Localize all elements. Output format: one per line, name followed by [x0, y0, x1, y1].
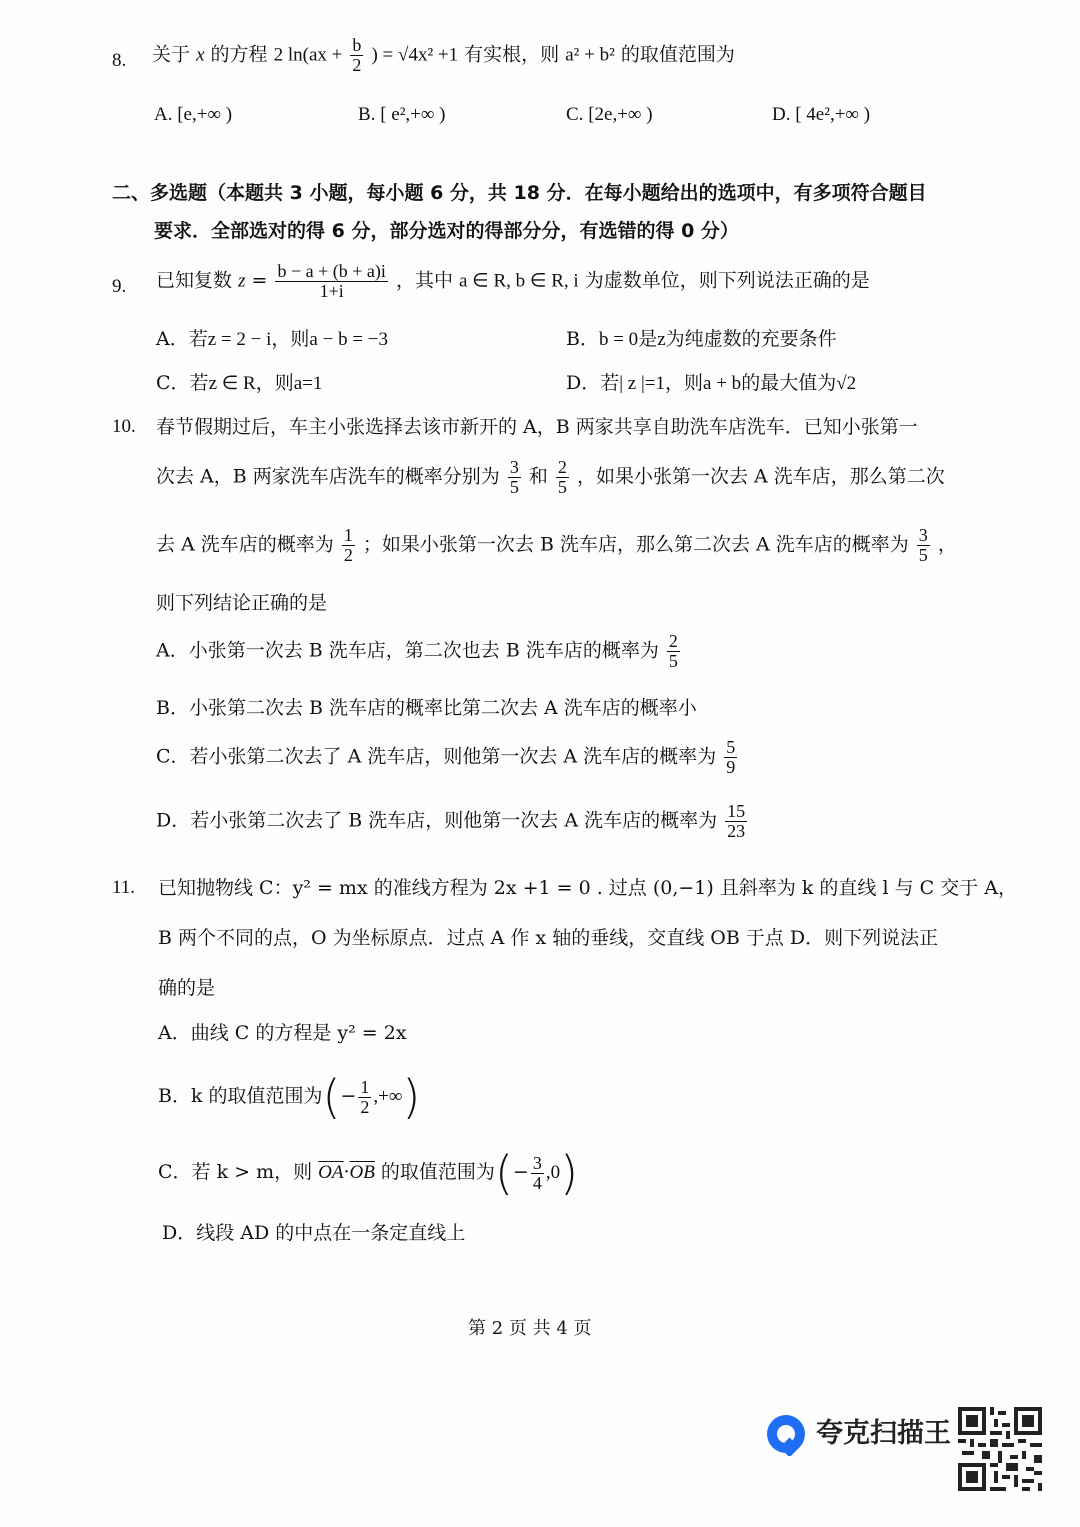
q9-option-c: C．若z ∈ R，则a=1: [156, 372, 323, 394]
q11-option-a: A．曲线 C 的方程是 y² = 2x: [158, 1022, 407, 1044]
q11-option-c-fraction: $\frac{3}{4}$: [532, 1152, 542, 1193]
watermark-brand: 夸克扫描王: [816, 1418, 951, 1449]
q9-option-d: D．若| z |=1，则a + b的最大值为√2: [566, 372, 857, 394]
qr-code-icon: [958, 1407, 1042, 1491]
q10-option-a-fraction: $\frac{2}{5}$: [668, 631, 678, 671]
q9-cond: a ∈ R, b ∈ R, i: [459, 270, 579, 292]
q8-eq-fraction: [350, 36, 363, 75]
q8-option-c: C. [2e,+∞ ): [566, 104, 653, 125]
section2-heading-line1: 二、多选题（本题共 3 小题，每小题 6 分，共 18 分．在每小题给出的选项中，有多项符合题目: [112, 182, 927, 204]
q11-option-b-fraction: $\frac{1}{2}$: [360, 1076, 370, 1117]
q10-option-d: D．若小张第二次去了 B 洗车店，则他第一次去 A 洗车店的概率为 $\frac{15}{23}$: [156, 801, 746, 841]
quark-logo-icon: [764, 1412, 808, 1456]
q11-option-d: D．线段 AD 的中点在一条定直线上: [162, 1222, 466, 1244]
q9-stem: 已知复数 z = $\frac{b - a + (b + a)i}{1+i}$ ，其中 a ∈ R, b ∈ R, i 为虚数单位，则下列说法正确的是: [156, 261, 870, 301]
q8-target-expr: a² + b²: [565, 44, 615, 66]
q9-number: 9.: [112, 276, 127, 297]
q8-eq-frac-den: 2: [352, 54, 362, 75]
q8-stem: 关于 x 的方程 2 ln(ax + $\frac{b}{2}$ ) = √4x² +1 有实根，则 a² + b² 的取值范围为: [152, 35, 735, 75]
q8-option-a: A. [e,+∞ ): [154, 104, 233, 125]
q11-vector-oa: $\overline{OA}$: [318, 1162, 344, 1183]
q8-eq-frac-num: b: [352, 35, 362, 55]
q10-line3: 去 A 洗车店的概率为 $\frac{1}{2}$ ；如果小张第一次去 B 洗车店，那么第二次去 A 洗车店的概率为 $\frac{3}{5}$ ，: [156, 525, 957, 565]
q8-option-d: D. [ 4e²,+∞ ): [772, 104, 871, 125]
q8-stem-a: 关于: [152, 43, 191, 66]
q8-eq-left: 2 ln(ax +: [273, 44, 343, 66]
q8-number: 8.: [112, 50, 127, 71]
q10-line4: 则下列结论正确的是: [156, 592, 328, 614]
q10-option-d-fraction: $\frac{15}{23}$: [727, 801, 746, 841]
q9-fraction: [275, 262, 387, 301]
q11-option-c: C．若 k > m，则 $\overline{OA}\cdot\overline{OB}$ 的取值范围为(− $\frac{3}{4}$ ,0): [158, 1146, 579, 1200]
q10-number: 10.: [112, 416, 136, 437]
q9-stem-a: 已知复数: [156, 269, 233, 292]
q10-option-b: B．小张第二次去 B 洗车店的概率比第二次去 A 洗车店的概率小: [156, 697, 697, 719]
q8-stem-b: 的方程: [210, 43, 268, 66]
q8-option-b: B. [ e²,+∞ ): [358, 104, 446, 125]
q11-line1: 已知抛物线 C：y² = mx 的准线方程为 2x +1 = 0 . 过点 (0,−1) 且斜率为 k 的直线 l 与 C 交于 A，: [158, 877, 1017, 899]
q9-option-b: B．b = 0是z为纯虚数的充要条件: [566, 328, 837, 350]
q9-frac-num: b − a + (b + a)i: [277, 261, 386, 281]
q10-option-a: A．小张第一次去 B 洗车店，第二次也去 B 洗车店的概率为 $\frac{2}{5}$: [156, 631, 678, 671]
q11-vector-ob: $\overline{OB}$: [349, 1162, 375, 1183]
q11-number: 11.: [112, 877, 136, 898]
q9-stem-b: ，其中: [395, 269, 453, 292]
q9-option-a: A．若z = 2 − i，则a − b = −3: [156, 328, 389, 350]
q10-option-c-fraction: $\frac{5}{9}$: [726, 737, 736, 777]
q10-line2: 次去 A，B 两家洗车店洗车的概率分别为 $\frac{3}{5}$ 和 $\frac{2}{5}$ ，如果小张第一次去 A 洗车店，那么第二次: [156, 457, 945, 497]
q10-option-c: C．若小张第二次去了 A 洗车店，则他第一次去 A 洗车店的概率为 $\frac{5}{9}$: [156, 737, 736, 777]
q8-eq-right: ) = √4x² +1: [371, 44, 459, 66]
q10-prob-fraction-3: $\frac{1}{2}$: [343, 525, 353, 565]
q8-stem-c: 有实根，则: [464, 43, 560, 66]
section2-heading-line2: 要求．全部选对的得 6 分，部分选对的得部分分，有选错的得 0 分）: [154, 220, 739, 242]
q10-prob-fraction-4: $\frac{3}{5}$: [918, 525, 928, 565]
q9-stem-c: 为虚数单位，则下列说法正确的是: [584, 269, 870, 292]
q11-line3: 确的是: [158, 977, 216, 999]
q9-frac-den: 1+i: [319, 280, 344, 301]
q10-prob-fraction-2: $\frac{2}{5}$: [557, 457, 567, 497]
page-footer: 第 2 页 共 4 页: [468, 1318, 592, 1339]
q10-line1: 春节假期过后，车主小张选择去该市新开的 A，B 两家共享自助洗车店洗车．已知小张第一: [156, 416, 918, 438]
q8-stem-d: 的取值范围为: [620, 43, 735, 66]
q11-line2: B 两个不同的点，O 为坐标原点．过点 A 作 x 轴的垂线，交直线 OB 于点 D．则下列说法正: [158, 927, 939, 949]
q11-option-b: B．k 的取值范围为(− $\frac{1}{2}$ ,+∞): [158, 1070, 421, 1124]
q10-prob-fraction-1: $\frac{3}{5}$: [509, 457, 519, 497]
